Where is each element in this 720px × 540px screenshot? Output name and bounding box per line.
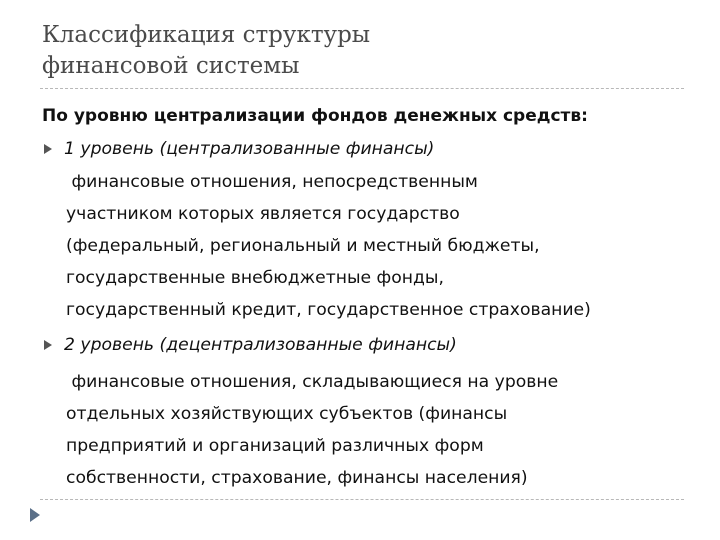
triangle-bullet-icon (44, 144, 52, 154)
triangle-bullet-icon (44, 340, 52, 350)
slide-title (42, 20, 682, 82)
next-slide-arrow-icon (30, 508, 40, 522)
footer-divider (40, 499, 684, 500)
title-divider (40, 88, 684, 89)
description-line: (федеральный, региональный и местный бюджеты, (66, 236, 540, 256)
description-line: государственные внебюджетные фонды, (66, 268, 444, 288)
description-line: финансовые отношения, непосредственным (66, 172, 478, 192)
description-line: финансовые отношения, складывающиеся на уровне (66, 372, 559, 392)
description-line: государственный кредит, государственное страхование) (66, 300, 591, 320)
bullet-description-level-2 (42, 366, 702, 494)
slide-title-line-2: финансовой системы (42, 53, 300, 79)
description-line: собственности, страхование, финансы населения) (66, 468, 528, 488)
description-line: участником которых является государство (66, 204, 460, 224)
bullet-item-level-1 (42, 136, 702, 162)
slide-body (42, 104, 702, 494)
bullet-label: 2 уровень (децентрализованные финансы) (64, 335, 457, 355)
bullet-item-level-2 (42, 332, 702, 358)
section-heading: По уровню централизации фондов денежных средств: (42, 106, 588, 126)
description-line: отдельных хозяйствующих субъектов (финансы (66, 404, 508, 424)
bullet-label: 1 уровень (централизованные финансы) (64, 139, 435, 159)
description-line: предприятий и организаций различных форм (66, 436, 484, 456)
bullet-description-level-1 (42, 166, 702, 326)
slide-title-line-1: Классификация структуры (42, 22, 371, 48)
